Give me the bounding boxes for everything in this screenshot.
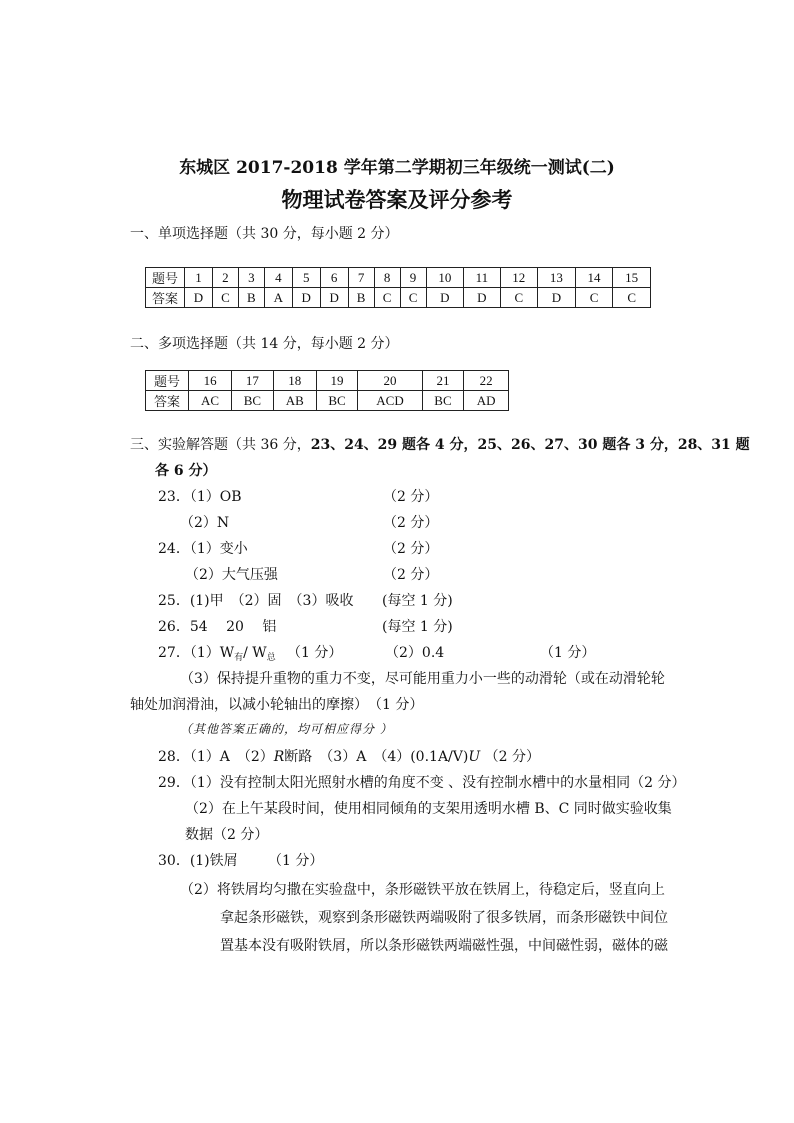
single-choice-number: 1 [185, 268, 213, 288]
single-choice-answer: B [238, 288, 264, 308]
section1-heading: 一、单项选择题（共 30 分，每小题 2 分） [130, 226, 399, 242]
multi-choice-number: 16 [189, 371, 232, 391]
q24-1-score: （2 分） [383, 541, 439, 557]
section3-heading [130, 434, 750, 454]
q27-3b: 轴处加润滑油，以减小轮轴出的摩擦） （1 分） [130, 697, 424, 713]
multi-choice-number: 20 [358, 371, 422, 391]
multi-choice-number: 17 [232, 371, 274, 391]
single-choice-answer: D [464, 288, 500, 308]
q26-score: (每空 1 分) [382, 619, 453, 635]
section3-heading-b: 23、24、29 题各 4 分，25、26、27、30 题各 3 分，28、31 题 [310, 437, 750, 453]
q25-score: (每空 1 分) [382, 593, 453, 609]
single-choice-number: 15 [613, 268, 651, 288]
q30-2a: （2）将铁屑均匀撒在实验盘中，条形磁铁平放在铁屑上，待稳定后，竖直向上 [180, 882, 665, 898]
single-choice-number: 5 [292, 268, 320, 288]
q30-1: 30．(1)铁屑 [158, 853, 238, 869]
row-label: 答案 [146, 391, 189, 411]
q23-2: （2）N [180, 515, 230, 531]
multi-choice-answer: AD [464, 391, 509, 411]
q29-2a: （2）在上午某段时间，使用相同倾角的支架用透明水槽 B、C 同时做实验收集 [185, 801, 672, 817]
q24-2-score: （2 分） [383, 567, 439, 583]
q28-text-b: 断路 （3）A （4）(0.1A/V) [284, 749, 469, 765]
q28 [158, 746, 540, 766]
single-choice-number: 14 [575, 268, 613, 288]
single-choice-number: 12 [500, 268, 538, 288]
q24-1: 24．（1）变小 [158, 541, 248, 557]
multi-choice-answer: BC [232, 391, 274, 411]
multi-choice-table [145, 370, 509, 411]
q30-2c: 置基本没有吸附铁屑，所以条形磁铁两端磁性强，中间磁性弱，磁体的磁 [220, 938, 668, 954]
section3-heading-c: 各 6 分） [155, 463, 217, 479]
single-choice-number: 7 [348, 268, 374, 288]
multi-choice-answer: AB [273, 391, 316, 411]
q28-symbol-r: R [273, 749, 285, 765]
single-choice-table [145, 267, 651, 308]
q25: 25．(1)甲 （2）固 （3）吸收 [158, 593, 354, 609]
q23-2-score: （2 分） [383, 515, 439, 531]
q30-1-score: （1 分） [268, 853, 324, 869]
q27-text: 27．（1）W [158, 645, 235, 661]
single-choice-answer: C [374, 288, 400, 308]
q28-symbol-u: U [468, 749, 481, 765]
table-row [146, 391, 509, 411]
q23-1: 23．（1）OB [158, 489, 242, 505]
single-choice-answer: C [212, 288, 238, 308]
q28-score: （2 分） [484, 749, 540, 765]
single-choice-answer: C [500, 288, 538, 308]
multi-choice-number: 22 [464, 371, 509, 391]
table-row [146, 371, 509, 391]
q24-2: （2）大气压强 [185, 567, 278, 583]
multi-choice-number: 18 [273, 371, 316, 391]
single-choice-answer: D [185, 288, 213, 308]
single-choice-number: 6 [320, 268, 348, 288]
table-row [146, 288, 651, 308]
q27-text-mid: / W [243, 645, 267, 661]
q27-2: （2）0.4 [385, 645, 445, 661]
q27-1-score: （1 分） [287, 645, 343, 661]
single-choice-answer: D [320, 288, 348, 308]
multi-choice-number: 21 [422, 371, 464, 391]
row-label: 题号 [146, 371, 189, 391]
q26: 26．54 20 铝 [158, 619, 277, 635]
single-choice-number: 3 [238, 268, 264, 288]
multi-choice-answer: BC [422, 391, 464, 411]
multi-choice-answer: AC [189, 391, 232, 411]
grading-note: （其他答案正确的，均可相应得分 ） [180, 722, 393, 736]
q27-3a: （3）保持提升重物的重力不变，尽可能用重力小一些的动滑轮（或在动滑轮轮 [180, 671, 665, 687]
multi-choice-answer: BC [316, 391, 358, 411]
q27-2-score: （1 分） [540, 645, 596, 661]
multi-choice-number: 19 [316, 371, 358, 391]
row-label: 答案 [146, 288, 185, 308]
row-label: 题号 [146, 268, 185, 288]
single-choice-answer: A [264, 288, 292, 308]
q27-sub-total: 总 [266, 653, 276, 663]
single-choice-answer: C [613, 288, 651, 308]
single-choice-answer: D [292, 288, 320, 308]
single-choice-number: 9 [400, 268, 426, 288]
q29-1: 29．（1）没有控制太阳光照射水槽的角度不变 、没有控制水槽中的水量相同（2 分） [158, 775, 686, 791]
q27-1 [158, 642, 276, 663]
q27-sub-useful: 有 [234, 653, 244, 663]
q29-2b: 数据（2 分） [185, 827, 269, 843]
single-choice-number: 13 [538, 268, 576, 288]
single-choice-number: 4 [264, 268, 292, 288]
page-subtitle: 物理试卷答案及评分参考 [281, 187, 513, 212]
multi-choice-answer: ACD [358, 391, 422, 411]
single-choice-number: 2 [212, 268, 238, 288]
single-choice-number: 11 [464, 268, 500, 288]
section2-heading: 二、多项选择题（共 14 分，每小题 2 分） [130, 336, 399, 352]
q28-text-a: 28．（1）A （2） [158, 749, 274, 765]
single-choice-answer: D [426, 288, 464, 308]
single-choice-answer: C [575, 288, 613, 308]
q23-1-score: （2 分） [383, 489, 439, 505]
single-choice-answer: B [348, 288, 374, 308]
q30-2b: 拿起条形磁铁，观察到条形磁铁两端吸附了很多铁屑，而条形磁铁中间位 [220, 910, 668, 926]
table-row [146, 268, 651, 288]
page-title: 东城区 2017-2018 学年第二学期初三年级统一测试(二) [179, 158, 615, 178]
single-choice-number: 10 [426, 268, 464, 288]
single-choice-answer: D [538, 288, 576, 308]
single-choice-answer: C [400, 288, 426, 308]
section3-heading-a: 三、实验解答题（共 36 分， [130, 437, 311, 453]
single-choice-number: 8 [374, 268, 400, 288]
